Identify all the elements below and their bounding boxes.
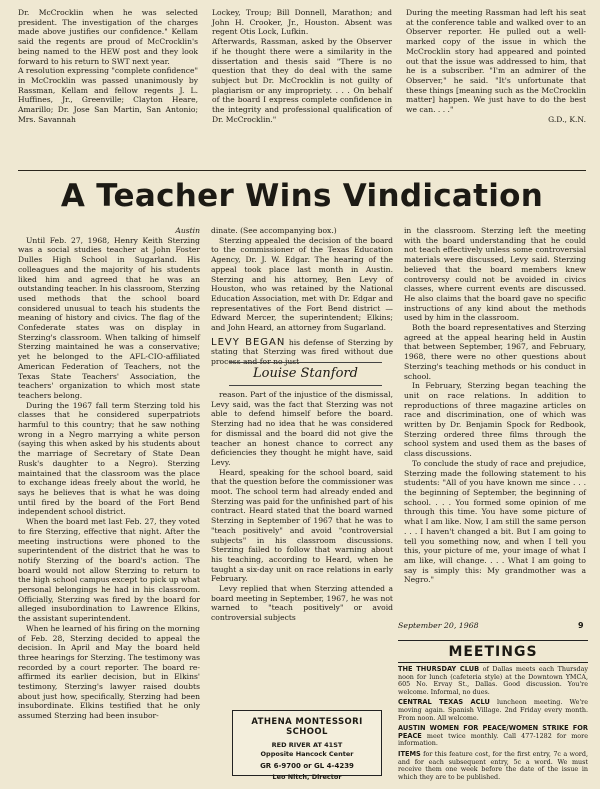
listing-text: of Dallas meets each Thursday noon for lunch (cafeteria style) at the Downtown YMCA, 605 No. Ervay St., Dallas. Good discussion. You're welcome. Informal, no dues. [398, 665, 588, 696]
listing-text: luncheon meeting. We're moving again. Spanish Village. 2nd Friday every month. From noon. All welcome. [398, 698, 588, 722]
paragraph: in the classroom. Sterzing left the meeting with the board understanding that he could not teach effectively unless some controversial materials were discussed, Levy said. Sterzing believed that the board members knew controversy could not be avoided in civics classes, where current events are discussed. He also claims that the board gave no specific instructions of any kind about the methods used by him in the classroom. [404, 226, 586, 323]
top-column-1 [18, 8, 198, 124]
top-column-2 [212, 8, 392, 124]
listing-lead: THE THURSDAY CLUB [398, 665, 480, 673]
paragraph: During the meeting Rassman had left his seat at the conference table and walked over to an Observer reporter. He pulled out a well-marked copy of the issue in which the McCrocklin story had appeared and pointed out that the issue was addressed to him, that he is a subscriber. "I'm an admirer of the Observer," he said. "It's unfortunate that these things [meaning such as the McCrocklin matter] happen. We just have to do the best we can. . . ." [406, 8, 586, 115]
paragraph: Until Feb. 27, 1968, Henry Keith Sterzing was a social studies teacher at John Foster Dulles High School in Sugarland. His colleagues and the majority of his students liked him and agreed that he was an outstanding teacher. In his classroom, Sterzing used methods that the school board considered unusual to teach his students the meaning of history and civics. The flag of the Confederate states was on display in Sterzing's classroom. When talking of himself Sterzing maintained he was a conservative; yet he belonged to the AFL-CIO-affiliated American Federation of Teachers, not the Texas State Teachers' Association, the teachers' organization to which most state teachers belong. [18, 235, 200, 400]
paragraph: reason. Part of the injustice of the dismissal, Levy said, was the fact that Sterzing was not able to defend himself before the board. Sterzing had no idea that he was considered for dismissal and the board did not give the teacher an honest chance to correct any deficiencies they thought he might have, said Levy. [211, 390, 393, 467]
paragraph: A resolution expressing "complete confidence" in McCrocklin was passed unanimously by Rassman, Kellam and fellow regents J. L. Huffines, Jr., Greenville; Clayton Heare, Amarillo; Dr. Jose San Martin, San Antonio; Mrs. Savannah [18, 66, 198, 124]
headline: A Teacher Wins Vindication [60, 178, 544, 214]
page-number: 9 [578, 621, 584, 630]
school-advertisement [232, 710, 382, 781]
paragraph: To conclude the study of race and prejudice, Sterzing made the following statement to his students: "All of you have known me since . . . the beginning of September, the beginning of school. . . . You formed some opinion of me through this time. You have some picture of what I am like. Now, I am still the same person . . . I haven't changed a bit. But I am going to tell you something now, and when I tell you this, your picture of me, your image of what I am like, will change. . . . What I am going to say is simply this: My grandmother was a Negro." [404, 458, 586, 585]
paragraph: Dr. McCrocklin when he was selected president. The investigation of the charges made above justifies our confidence." Kellam said the regents are proud of McCrocklin's being named to the HEW post and they look forward to his return to SWT next year. [18, 8, 198, 66]
paragraph-text: his defense of Sterzing by stating that Sterzing was fired without due process and for no just [211, 337, 393, 367]
paragraph: Heard, speaking for the school board, said that the question before the commissioner was moot. The school term had already ended and Sterzing was paid for the unfinished part of his contract. Heard stated that the board warned Sterzing in September of 1967 that he was to "teach positively" and avoid "controversial subjects" in his classroom discussions. Sterzing failed to follow that warning about his teaching, according to Heard, when he taught a six-day unit on race relations in early February. [211, 467, 393, 584]
paragraph: Sterzing appealed the decision of the board to the commissioner of the Texas Education Agency, Dr. J. W. Edgar. The hearing of the appeal took place last month in Austin. Sterzing and his attorney, Ben Levy of Houston, who was retained by the National Education Association, met with Dr. Edgar and representatives of the Fort Bend district — Edward Mercer, the superintendent; Elkins; and John Heard, an attorney from Sugarland. [211, 235, 393, 333]
meetings-title: MEETINGS [448, 644, 538, 660]
divider [398, 662, 588, 663]
section-divider [18, 170, 586, 171]
meeting-listing [398, 725, 588, 748]
meetings-box [398, 638, 588, 784]
listing-text: for this feature cost, for the first entry, 7c a word, and for each subsequent entry, 5c a word. We must receive them one week before the date of the issue in which they are to be published. [398, 749, 588, 781]
issue-date: September 20, 1968 [398, 621, 479, 630]
meeting-listing [398, 699, 588, 722]
paragraph: In February, Sterzing began teaching the unit on race relations. In addition to reproductions of three magazine articles on race and discrimination, one of which was written by Dr. Benjamin Spock for Redbook, Sterzing ordered three films through the school system and used them as the bases of class discussions. [404, 381, 586, 459]
meeting-listing [398, 666, 588, 696]
paragraph: Levy replied that when Sterzing attended a board meeting in September, 1967, he was not warned to "teach positively" or avoid controversial subjects [211, 584, 393, 623]
ad-school-name: ATHENA MONTESSORI SCHOOL [251, 717, 363, 737]
paragraph: When he learned of his firing on the morning of Feb. 28, Sterzing decided to appeal the decision. In April and May the board held three hearings for Sterzing. The testimony was recorded by a court reporter. The board re-affirmed its earlier decision, but in Elkins' testimony, Sterzing's lawyer raised doubts about just how, specifically, Sterzing had been insubordinate. Elkins testified that he only assumed Sterzing had been insubor- [18, 623, 200, 721]
listing-lead: AUSTIN WOMEN FOR PEACE/WOMEN STRIKE FOR PEACE [398, 724, 588, 740]
ad-phone: GR 6-9700 or GL 4-4239 [260, 762, 354, 770]
article-column-2-top [211, 226, 393, 367]
paragraph: Afterwards, Rassman, asked by the Observer if he thought there were a similarity in the dissertation and thesis said "There is no question that they do deal with the same subject but Dr. McCrocklin is not guilty of plagiarism or any impropriety. . . . On behalf of the board I express complete confidence in the integrity and professional qualification of Dr. McCrocklin." [212, 37, 392, 124]
article-column-1 [18, 226, 200, 721]
listing-lead: ITEMS [398, 749, 421, 758]
paragraph: During the 1967 fall term Sterzing told his classes that he considered superpatriots harmful to this country; that he saw nothing wrong in a Negro marrying a white person (saying this when asked by his students about the marriage of Secretary of State Dean Rusk's daughter to a Negro). Sterzing maintained that the classroom was the place to exchange ideas freely about the world, he says he believes that is what he was doing until fired by the board of the Fort Bend independent school district. [18, 400, 200, 517]
byline: Louise Stanford [229, 362, 382, 386]
paragraph: Lockey, Troup; Bill Donnell, Marathon; and John H. Crooker, Jr., Houston. Absent was regent Otis Lock, Lufkin. [212, 8, 392, 37]
dropcap-lead: LEVY BEGAN [211, 336, 286, 348]
paragraph: dinate. (See accompanying box.) [211, 226, 337, 235]
dateline: Austin [175, 226, 200, 235]
ad-landmark: Opposite Hancock Center [260, 750, 354, 758]
ad-address: RED RIVER AT 41ST [271, 741, 343, 749]
listing-text: meet twice monthly. Call 477-1282 for more information. [398, 731, 588, 748]
author-initials: G.D., K.N. [548, 114, 586, 124]
article-column-3 [404, 226, 586, 585]
previous-article-continuation [18, 8, 586, 124]
meeting-listing [398, 751, 588, 781]
listing-lead: CENTRAL TEXAS ACLU [398, 698, 490, 707]
paragraph: When the board met last Feb. 27, they voted to fire Sterzing, effective that night. After the meeting instructions were phoned to the superintendent of the district that he was to notify Sterzing of the board's action. The board would not allow Sterzing to return to the high school campus except to pick up what personal belongings he had in his classroom. Officially, Sterzing was fired by the board for alleged insubordination to Lawrence Elkins, the assistant superintendent. [18, 517, 200, 624]
article-column-2-bottom [211, 390, 393, 623]
top-column-3 [406, 8, 586, 124]
divider [398, 640, 588, 641]
paragraph: Both the board representatives and Sterzing agreed at the appeal hearing held in Austin that between September, 1967, and February, 1968, there were no other questions about Sterzing's teaching methods or his conduct in school. [404, 323, 586, 381]
ad-director: Leo Nitch, Director [272, 773, 342, 781]
